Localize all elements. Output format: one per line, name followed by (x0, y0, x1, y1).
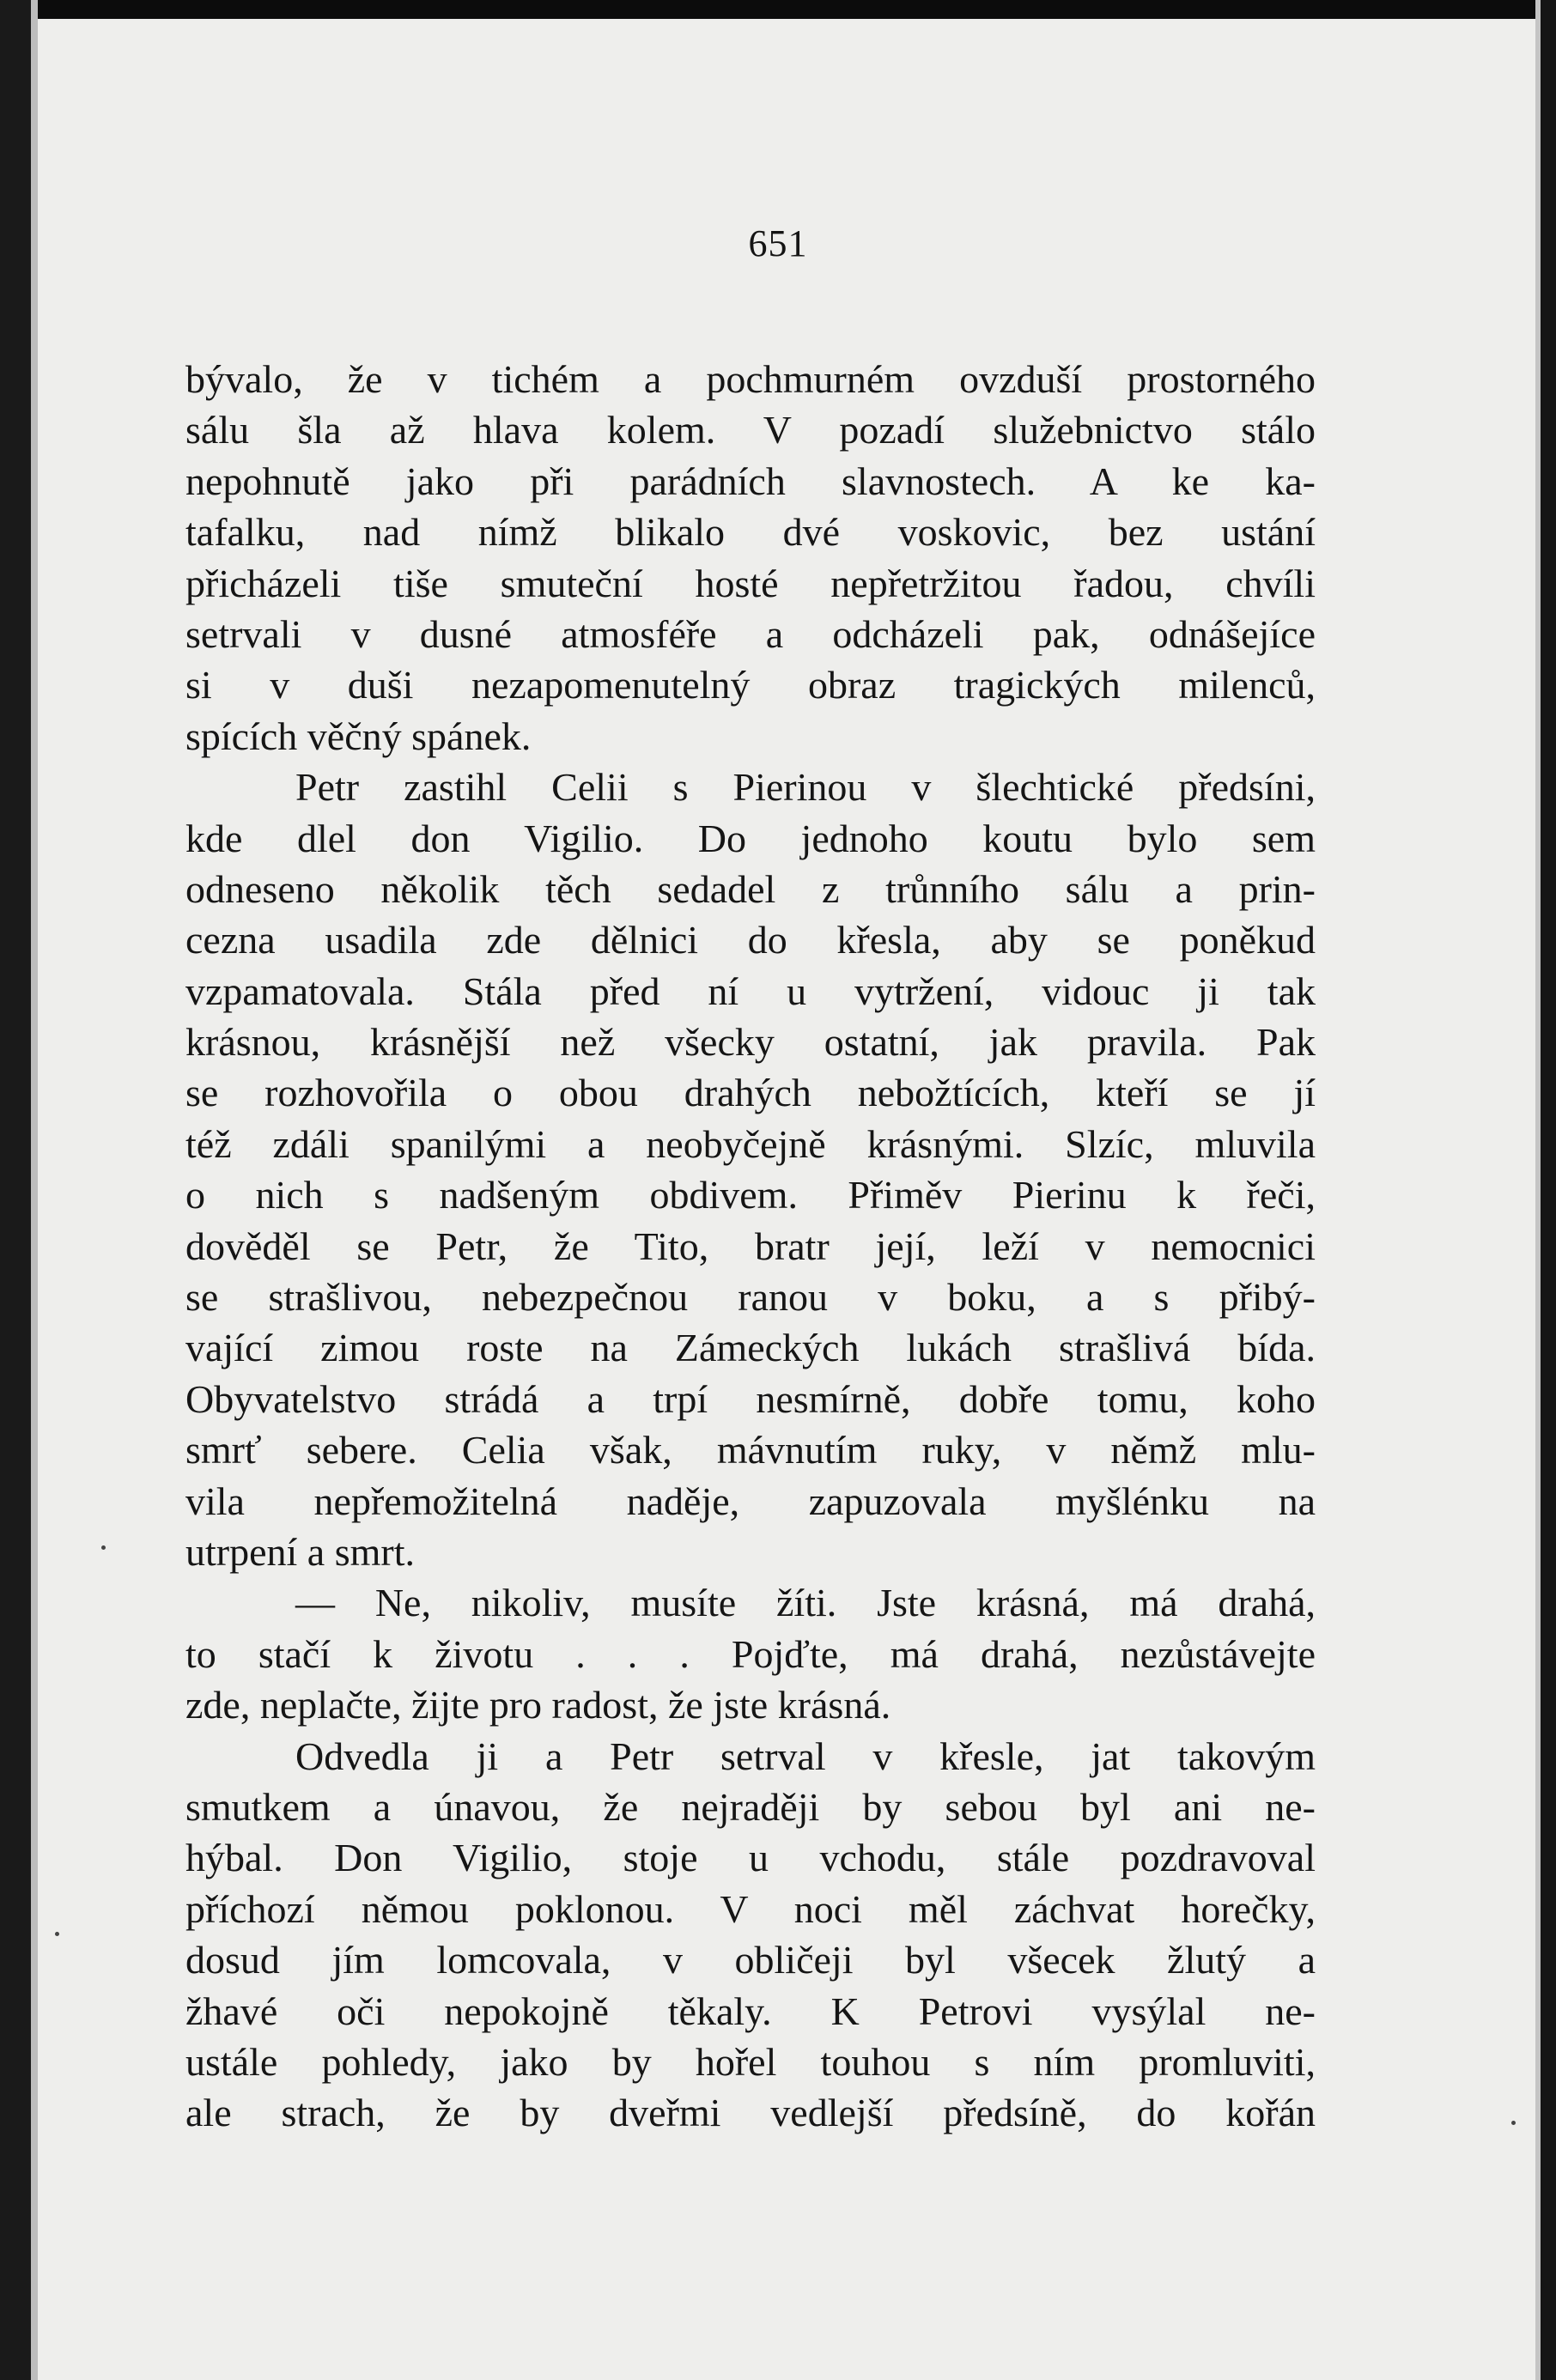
text-line-content: dověděl se Petr, že Tito, bratr její, leží v nemocnici (185, 1223, 1316, 1268)
text-line (185, 1476, 1316, 1527)
text-line-content: kde dlel don Vigilio. Do jednoho koutu bylo sem (185, 816, 1316, 860)
text-line-content: si v duši nezapomenutelný obraz tragických milenců, (185, 663, 1316, 707)
text-line-content: zde, neplačte, žijte pro radost, že jste krásná. (185, 1683, 891, 1727)
text-line (185, 404, 1316, 455)
scan-border-right (1541, 0, 1556, 2380)
text-line-content: žhavé oči nepokojně těkaly. K Petrovi vysýlal ne- (185, 1988, 1316, 2033)
text-line (185, 1424, 1316, 1475)
text-line (185, 1017, 1316, 1067)
scan-border-top (0, 0, 1556, 19)
text-line (185, 1119, 1316, 1169)
text-line (185, 864, 1316, 914)
text-line-content: o nich s nadšeným obdivem. Přiměv Pierinu k řeči, (185, 1173, 1316, 1217)
text-line (185, 1629, 1316, 1679)
text-line-content: odneseno několik těch sedadel z trůnního sálu a prin- (185, 866, 1316, 911)
text-line (185, 914, 1316, 965)
scan-border-left (0, 0, 31, 2380)
text-line (185, 1374, 1316, 1424)
text-line-content: to stačí k životu . . . Pojďte, má drahá, nezůstávejte (185, 1631, 1316, 1676)
text-line-content: sálu šla až hlava kolem. V pozadí služebnictvo stálo (185, 408, 1316, 452)
text-line (185, 558, 1316, 609)
text-line-content: hýbal. Don Vigilio, stoje u vchodu, stále pozdravoval (185, 1836, 1316, 1880)
text-line (185, 507, 1316, 557)
text-line (185, 2087, 1316, 2138)
text-line (185, 2037, 1316, 2087)
text-line-content: nepohnutě jako při parádních slavnostech. A ke ka- (185, 458, 1316, 503)
text-line-content: ale strach, že by dveřmi vedlejší předsíně, do kořán (185, 2091, 1316, 2135)
text-line-content: spících věčný spánek. (185, 713, 532, 758)
page-edge-left (31, 0, 38, 2380)
scan-speck (55, 1932, 59, 1936)
text-line (185, 659, 1316, 710)
text-line-content: setrvali v dusné atmosféře a odcházeli pak, odnášejíce (185, 611, 1316, 656)
text-line (185, 1169, 1316, 1220)
text-line (185, 1221, 1316, 1272)
scan-speck (101, 1545, 106, 1550)
body-text (185, 354, 1316, 2139)
text-line (185, 456, 1316, 507)
text-line (185, 1272, 1316, 1322)
text-line-content: Petr zastihl Celii s Pierinou v šlechtické předsíni, (295, 765, 1316, 810)
text-line (185, 1884, 1316, 1934)
scan-speck (1511, 2121, 1516, 2125)
text-line (185, 1322, 1316, 1373)
text-line (185, 354, 1316, 404)
text-line-content: — Ne, nikoliv, musíte žíti. Jste krásná, má drahá, (295, 1581, 1316, 1625)
text-line-content: ustále pohledy, jako by hořel touhou s ním promluviti, (185, 2039, 1316, 2084)
text-line-content: vající zimou roste na Zámeckých lukách strašlivá bída. (185, 1326, 1316, 1370)
text-line-content: vila nepřemožitelná naděje, zapuzovala myšlénku na (185, 1478, 1316, 1523)
text-line-content: Odvedla ji a Petr setrval v křesle, jat takovým (295, 1733, 1316, 1778)
text-line (185, 1731, 1316, 1782)
text-line (185, 1679, 1316, 1730)
text-line-content: tafalku, nad nímž blikalo dvé voskovic, bez ustání (185, 510, 1316, 555)
text-line-content: příchozí němou poklonou. V noci měl záchvat horečky, (185, 1886, 1316, 1931)
text-line-content: přicházeli tiše smuteční hosté nepřetržitou řadou, chvíli (185, 561, 1316, 605)
text-line (185, 813, 1316, 864)
text-line-content: smrť sebere. Celia však, mávnutím ruky, v němž mlu- (185, 1428, 1316, 1472)
text-line (185, 1782, 1316, 1832)
text-line-content: Obyvatelstvo strádá a trpí nesmírně, dobře tomu, koho (185, 1376, 1316, 1421)
text-line-content: vzpamatovala. Stála před ní u vytržení, vidouc ji tak (185, 968, 1316, 1013)
text-line-content: se rozhovořila o obou drahých nebožtících, kteří se jí (185, 1071, 1316, 1115)
text-line (185, 1067, 1316, 1118)
text-line (185, 1577, 1316, 1628)
text-line (185, 1986, 1316, 2037)
text-line (185, 1527, 1316, 1577)
text-line-content: se strašlivou, nebezpečnou ranou v boku, a s přibý- (185, 1275, 1316, 1320)
text-line-content: dosud jím lomcovala, v obličeji byl všecek žlutý a (185, 1938, 1316, 1982)
text-line (185, 1934, 1316, 1985)
text-line-content: cezna usadila zde dělnici do křesla, aby se poněkud (185, 918, 1316, 962)
text-line (185, 966, 1316, 1017)
text-line (185, 609, 1316, 659)
text-line-content: též zdáli spanilými a neobyčejně krásnými. Slzíc, mluvila (185, 1121, 1316, 1166)
text-line-content: utrpení a smrt. (185, 1529, 415, 1574)
page-number: 651 (748, 222, 808, 264)
text-line (185, 762, 1316, 812)
text-line (185, 1832, 1316, 1883)
text-line-content: smutkem a únavou, že nejraději by sebou byl ani ne- (185, 1784, 1316, 1829)
text-line-content: krásnou, krásnější než všecky ostatní, jak pravila. Pak (185, 1020, 1316, 1065)
text-line (185, 711, 1316, 762)
text-line-content: bývalo, že v tichém a pochmurném ovzduší prostorného (185, 357, 1316, 401)
